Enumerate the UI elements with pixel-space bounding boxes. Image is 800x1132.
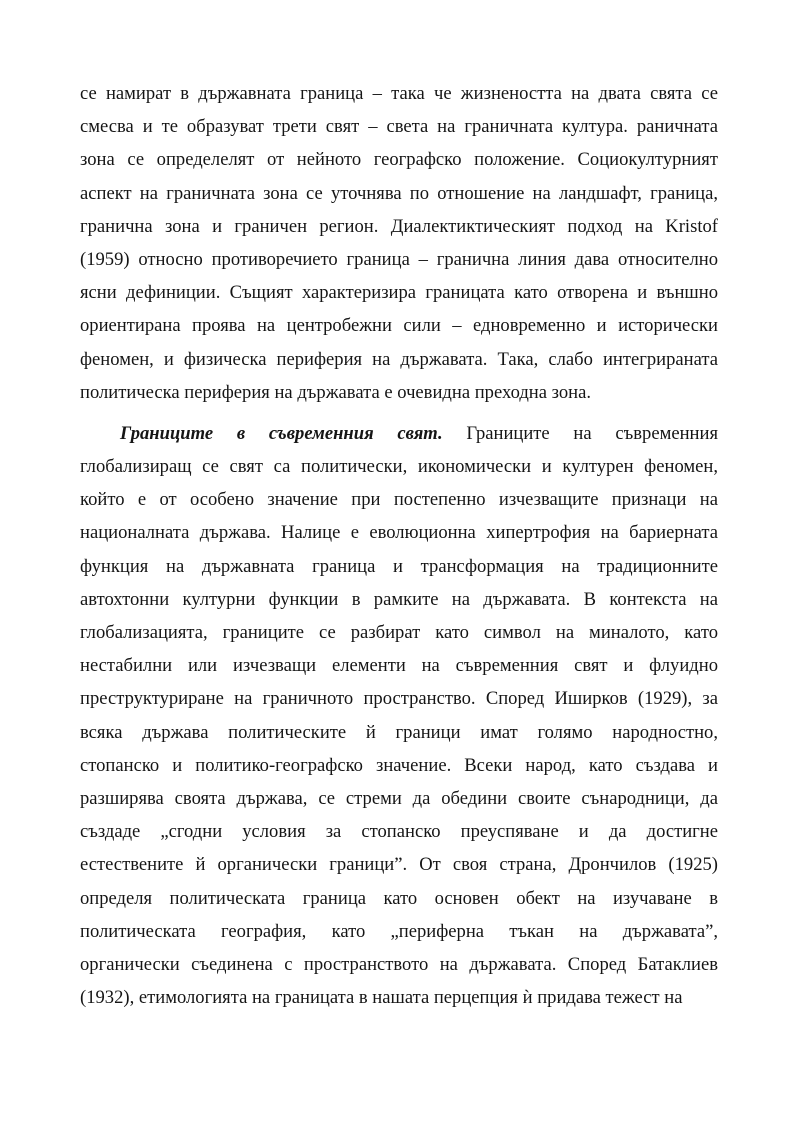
text-segment: Границите на съвременния: [442, 422, 718, 444]
text-line: [80, 516, 718, 549]
text-segment: глобализиращ се свят са политически, икономически и културен феномен,: [80, 456, 718, 478]
text-line: [80, 143, 718, 176]
text-segment: гранична зона и граничен регион. Диалектиктическият подход на Kristof: [80, 215, 718, 237]
text-segment: който е от особено значение при постепенно изчезващите признаци на: [80, 489, 718, 511]
text-line: [80, 210, 718, 243]
text-line: [80, 276, 718, 309]
text-line: [80, 848, 718, 881]
text-line: [80, 616, 718, 649]
text-segment: всяка държава политическите й граници имат голямо народностно,: [80, 721, 718, 743]
text-segment: стопанско и политико-географско значение. Всеки народ, като създава и: [80, 754, 718, 776]
text-segment: националната държава. Налице е еволюционна хипертрофия на бариерната: [80, 522, 718, 544]
text-line: [80, 749, 718, 782]
text-line: [80, 782, 718, 815]
text-segment: автохтонни културни функции в рамките на държавата. В контекста на: [80, 588, 718, 610]
text-line: [80, 376, 718, 409]
text-line: [80, 981, 718, 1014]
text-segment: зона се определелят от нейното географско положение. Социокултурният: [80, 149, 718, 171]
paragraph-lead-heading: Границите в съвременния свят.: [120, 422, 443, 444]
text-line: [80, 550, 718, 583]
text-line: [80, 583, 718, 616]
text-line: [80, 177, 718, 210]
text-segment: политическа периферия на държавата е очевидна преходна зона.: [80, 381, 592, 403]
text-line: [80, 649, 718, 682]
text-line: [80, 417, 718, 450]
text-segment: глобализацията, границите се разбират като символ на миналото, като: [80, 622, 718, 643]
text-line: [80, 343, 718, 376]
text-segment: създаде „сгодни условия за стопанско преуспяване и да достигне: [80, 821, 718, 843]
text-segment: ориентирана проява на центробежни сили – едновременно и исторически: [80, 315, 718, 337]
text-segment: функция на държавната граница и трансформация на традиционните: [80, 555, 718, 577]
text-segment: феномен, и физическа периферия на държавата. Така, слабо интегрираната: [80, 348, 718, 370]
text-line: [80, 948, 718, 981]
text-segment: политическата география, като „периферна тъкан на държавата”,: [80, 920, 718, 942]
text-segment: преструктуриране на граничното пространство. Според Иширков (1929), за: [80, 688, 718, 710]
text-line: [80, 716, 718, 749]
text-segment: разширява своята държава, се стреми да обедини своите сънародници, да: [80, 787, 718, 809]
text-line: [80, 483, 718, 516]
text-segment: ясни дефиниции. Същият характеризира границата като отворена и външно: [80, 282, 718, 304]
text-line: [80, 682, 718, 715]
text-segment: се намират в държавната граница – така че жизнеността на двата свята се: [80, 83, 718, 104]
text-line: [80, 243, 718, 276]
text-segment: смесва и те образуват трети свят – света на граничната култура. раничната: [80, 116, 718, 138]
text-line: [80, 309, 718, 342]
paragraph-borders-modern-world: [80, 417, 718, 1014]
page-body: [80, 77, 718, 1014]
text-line: [80, 77, 718, 110]
text-segment: определя политическата граница като основен обект на изучаване в: [80, 887, 718, 909]
text-segment: естествените й органически граници”. От своя страна, Дрончилов (1925): [80, 854, 718, 876]
text-line: [80, 110, 718, 143]
text-segment: (1959) относно противоречието граница – гранична линия дава относително: [80, 248, 718, 270]
paragraph-border-culture: [80, 77, 718, 409]
text-line: [80, 882, 718, 915]
text-segment: аспект на граничната зона се уточнява по отношение на ландшафт, граница,: [80, 182, 718, 204]
text-segment: органически съединена с пространството на държавата. Според Батаклиев: [80, 953, 718, 975]
text-line: [80, 915, 718, 948]
text-line: [80, 450, 718, 483]
text-segment: (1932), етимологията на границата в нашата перцепция ѝ придава тежест на: [80, 987, 683, 1009]
text-segment: нестабилни или изчезващи елементи на съвременния свят и флуидно: [80, 655, 718, 677]
text-line: [80, 815, 718, 848]
